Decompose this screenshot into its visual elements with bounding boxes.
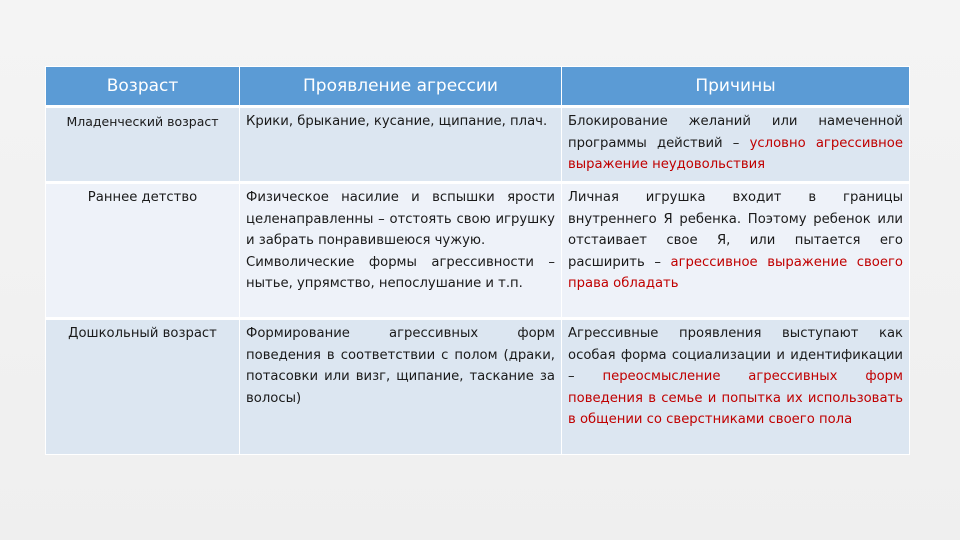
age-cell: Дошкольный возраст [46,319,240,455]
header-causes: Причины [562,67,910,107]
manifestation-cell [240,319,562,455]
manifestation-text: Символические формы агрессивности – нытье, упрямство, непослушание и т.п. [246,254,555,291]
manifestation-cell [240,183,562,319]
header-age: Возраст [46,67,240,107]
manifestation-text: Формирование агрессивных форм поведения в соответствии с полом (драки, потасовки или визг, щипание, таскание за волосы) [246,326,555,406]
aggression-table [45,66,910,455]
table-row-preschool [46,319,910,455]
table-header-row [46,67,910,107]
header-manifestation: Проявление агрессии [240,67,562,107]
causes-cell [562,107,910,183]
manifestation-text: Физическое насилие и вспышки ярости целенаправленны – отстоять свою игрушку и забрать понравившеюся чужую. [246,190,555,248]
age-cell: Младенческий возраст [46,107,240,183]
manifestation-cell [240,107,562,183]
table-row-early-childhood [46,183,910,319]
causes-cell [562,183,910,319]
causes-highlight: переосмысление агрессивных форм поведения в семье и попытка их использовать в общении со сверстниками своего пола [568,369,903,427]
causes-text: Агрессивные проявления выступают как особая форма социализации и идентификации – [568,326,903,384]
causes-text: Личная игрушка входит в границы внутреннего Я ребенка. Поэтому ребенок или отстаивает свое Я, или пытается его расширить – [568,190,903,270]
causes-text: Блокирование желаний или намеченной программы действий – [568,114,903,151]
age-cell: Раннее детство [46,183,240,319]
causes-highlight: агрессивное выражение своего права обладать [568,254,903,291]
manifestation-text: Крики, брыкание, кусание, щипание, плач. [246,114,548,129]
causes-highlight: условно агрессивное выражение неудовольствия [568,135,903,172]
causes-cell [562,319,910,455]
table-row-infancy [46,107,910,183]
